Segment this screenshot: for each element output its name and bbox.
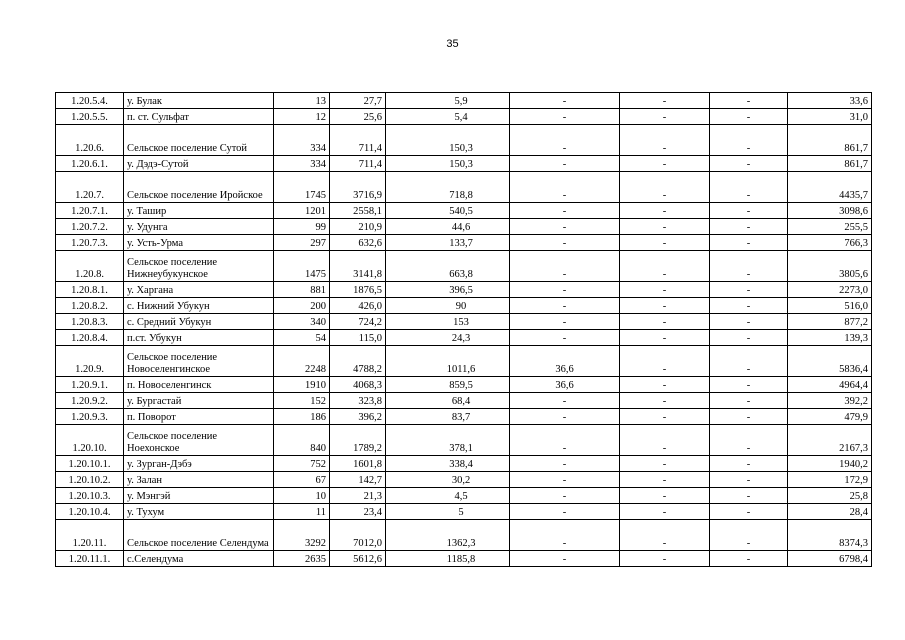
population-cell: 10: [274, 488, 330, 504]
table-row: [56, 93, 872, 109]
value-1-cell: 3716,9: [330, 172, 386, 203]
code-cell: 1.20.9.: [56, 346, 124, 377]
table-row: [56, 488, 872, 504]
value-2-cell: 5,9: [386, 93, 510, 109]
value-2-cell: 30,2: [386, 472, 510, 488]
name-cell: п. Новоселенгинск: [124, 377, 274, 393]
code-cell: 1.20.10.4.: [56, 504, 124, 520]
value-3-cell: 36,6: [510, 377, 620, 393]
value-1-cell: 21,3: [330, 488, 386, 504]
total-cell: 6798,4: [788, 551, 872, 567]
total-cell: 766,3: [788, 235, 872, 251]
value-1-cell: 7012,0: [330, 520, 386, 551]
value-5-cell: -: [710, 125, 788, 156]
population-cell: 297: [274, 235, 330, 251]
total-cell: 2273,0: [788, 282, 872, 298]
table-row: [56, 456, 872, 472]
value-4-cell: -: [620, 93, 710, 109]
code-cell: 1.20.10.: [56, 425, 124, 456]
value-3-cell: -: [510, 282, 620, 298]
population-cell: 3292: [274, 520, 330, 551]
value-1-cell: 3141,8: [330, 251, 386, 282]
code-cell: 1.20.5.4.: [56, 93, 124, 109]
value-4-cell: -: [620, 298, 710, 314]
value-1-cell: 724,2: [330, 314, 386, 330]
total-cell: 139,3: [788, 330, 872, 346]
population-cell: 1201: [274, 203, 330, 219]
value-4-cell: -: [620, 125, 710, 156]
value-4-cell: -: [620, 472, 710, 488]
total-cell: 5836,4: [788, 346, 872, 377]
value-5-cell: -: [710, 235, 788, 251]
name-cell: у. Усть-Урма: [124, 235, 274, 251]
name-cell: Сельское поселение Сутой: [124, 125, 274, 156]
name-cell: у. Мэнгэй: [124, 488, 274, 504]
value-5-cell: -: [710, 425, 788, 456]
population-cell: 99: [274, 219, 330, 235]
value-2-cell: 133,7: [386, 235, 510, 251]
table-row: [56, 203, 872, 219]
table-row: [56, 520, 872, 551]
value-2-cell: 24,3: [386, 330, 510, 346]
name-cell: у. Булак: [124, 93, 274, 109]
value-5-cell: -: [710, 330, 788, 346]
value-3-cell: -: [510, 520, 620, 551]
value-5-cell: -: [710, 219, 788, 235]
value-3-cell: 36,6: [510, 346, 620, 377]
code-cell: 1.20.8.3.: [56, 314, 124, 330]
population-cell: 2635: [274, 551, 330, 567]
code-cell: 1.20.8.1.: [56, 282, 124, 298]
value-2-cell: 338,4: [386, 456, 510, 472]
name-cell: п. ст. Сульфат: [124, 109, 274, 125]
population-cell: 2248: [274, 346, 330, 377]
value-2-cell: 150,3: [386, 125, 510, 156]
total-cell: 877,2: [788, 314, 872, 330]
code-cell: 1.20.6.1.: [56, 156, 124, 172]
value-2-cell: 378,1: [386, 425, 510, 456]
value-1-cell: 2558,1: [330, 203, 386, 219]
value-1-cell: 5612,6: [330, 551, 386, 567]
value-2-cell: 540,5: [386, 203, 510, 219]
value-2-cell: 5: [386, 504, 510, 520]
value-5-cell: -: [710, 109, 788, 125]
value-3-cell: -: [510, 156, 620, 172]
value-2-cell: 1011,6: [386, 346, 510, 377]
value-5-cell: -: [710, 156, 788, 172]
value-5-cell: -: [710, 520, 788, 551]
value-3-cell: -: [510, 172, 620, 203]
table-row: [56, 409, 872, 425]
name-cell: у. Тухум: [124, 504, 274, 520]
total-cell: 4964,4: [788, 377, 872, 393]
value-3-cell: -: [510, 456, 620, 472]
population-cell: 752: [274, 456, 330, 472]
code-cell: 1.20.7.: [56, 172, 124, 203]
value-4-cell: -: [620, 393, 710, 409]
name-cell: с. Нижний Убукун: [124, 298, 274, 314]
table-row: [56, 156, 872, 172]
value-2-cell: 153: [386, 314, 510, 330]
value-4-cell: -: [620, 504, 710, 520]
total-cell: 28,4: [788, 504, 872, 520]
value-1-cell: 1789,2: [330, 425, 386, 456]
value-3-cell: -: [510, 504, 620, 520]
code-cell: 1.20.7.1.: [56, 203, 124, 219]
value-2-cell: 859,5: [386, 377, 510, 393]
value-5-cell: -: [710, 314, 788, 330]
table-row: [56, 314, 872, 330]
value-1-cell: 632,6: [330, 235, 386, 251]
value-4-cell: -: [620, 156, 710, 172]
table-row: [56, 251, 872, 282]
value-2-cell: 4,5: [386, 488, 510, 504]
page-number: 35: [446, 38, 459, 50]
value-5-cell: -: [710, 251, 788, 282]
value-3-cell: -: [510, 298, 620, 314]
code-cell: 1.20.11.: [56, 520, 124, 551]
code-cell: 1.20.9.3.: [56, 409, 124, 425]
population-cell: 334: [274, 125, 330, 156]
table-row: [56, 330, 872, 346]
value-4-cell: -: [620, 109, 710, 125]
table-row: [56, 551, 872, 567]
value-5-cell: -: [710, 488, 788, 504]
name-cell: Сельское поселение Новоселенгинское: [124, 346, 274, 377]
table-row: [56, 219, 872, 235]
value-2-cell: 663,8: [386, 251, 510, 282]
name-cell: п.ст. Убукун: [124, 330, 274, 346]
population-cell: 186: [274, 409, 330, 425]
population-cell: 1745: [274, 172, 330, 203]
total-cell: 1940,2: [788, 456, 872, 472]
value-5-cell: -: [710, 409, 788, 425]
value-3-cell: -: [510, 235, 620, 251]
total-cell: 392,2: [788, 393, 872, 409]
code-cell: 1.20.8.2.: [56, 298, 124, 314]
value-4-cell: -: [620, 282, 710, 298]
total-cell: 479,9: [788, 409, 872, 425]
value-4-cell: -: [620, 314, 710, 330]
population-cell: 1475: [274, 251, 330, 282]
code-cell: 1.20.10.1.: [56, 456, 124, 472]
value-4-cell: -: [620, 203, 710, 219]
value-2-cell: 1362,3: [386, 520, 510, 551]
value-5-cell: -: [710, 298, 788, 314]
value-5-cell: -: [710, 551, 788, 567]
name-cell: Сельское поселение Иройское: [124, 172, 274, 203]
value-4-cell: -: [620, 456, 710, 472]
population-cell: 67: [274, 472, 330, 488]
value-1-cell: 210,9: [330, 219, 386, 235]
name-cell: у. Удунга: [124, 219, 274, 235]
code-cell: 1.20.6.: [56, 125, 124, 156]
value-2-cell: 150,3: [386, 156, 510, 172]
value-1-cell: 4068,3: [330, 377, 386, 393]
total-cell: 861,7: [788, 156, 872, 172]
code-cell: 1.20.7.2.: [56, 219, 124, 235]
total-cell: 31,0: [788, 109, 872, 125]
value-1-cell: 711,4: [330, 125, 386, 156]
code-cell: 1.20.11.1.: [56, 551, 124, 567]
total-cell: 861,7: [788, 125, 872, 156]
population-cell: 54: [274, 330, 330, 346]
value-4-cell: -: [620, 377, 710, 393]
population-cell: 840: [274, 425, 330, 456]
value-1-cell: 115,0: [330, 330, 386, 346]
value-1-cell: 25,6: [330, 109, 386, 125]
table-row: [56, 393, 872, 409]
value-1-cell: 323,8: [330, 393, 386, 409]
value-4-cell: -: [620, 346, 710, 377]
value-3-cell: -: [510, 109, 620, 125]
code-cell: 1.20.8.4.: [56, 330, 124, 346]
value-4-cell: -: [620, 409, 710, 425]
code-cell: 1.20.7.3.: [56, 235, 124, 251]
value-5-cell: -: [710, 172, 788, 203]
name-cell: у. Залан: [124, 472, 274, 488]
total-cell: 255,5: [788, 219, 872, 235]
total-cell: 33,6: [788, 93, 872, 109]
population-cell: 152: [274, 393, 330, 409]
population-cell: 13: [274, 93, 330, 109]
total-cell: 2167,3: [788, 425, 872, 456]
population-cell: 1910: [274, 377, 330, 393]
table-row: [56, 425, 872, 456]
name-cell: у. Зурган-Дэбэ: [124, 456, 274, 472]
value-3-cell: -: [510, 219, 620, 235]
value-3-cell: -: [510, 93, 620, 109]
value-4-cell: -: [620, 235, 710, 251]
code-cell: 1.20.10.3.: [56, 488, 124, 504]
value-2-cell: 44,6: [386, 219, 510, 235]
name-cell: у. Ташир: [124, 203, 274, 219]
value-2-cell: 718,8: [386, 172, 510, 203]
value-4-cell: -: [620, 425, 710, 456]
value-1-cell: 1601,8: [330, 456, 386, 472]
value-4-cell: -: [620, 330, 710, 346]
value-1-cell: 426,0: [330, 298, 386, 314]
total-cell: 3805,6: [788, 251, 872, 282]
name-cell: с.Селендума: [124, 551, 274, 567]
code-cell: 1.20.9.1.: [56, 377, 124, 393]
value-3-cell: -: [510, 551, 620, 567]
name-cell: с. Средний Убукун: [124, 314, 274, 330]
value-3-cell: -: [510, 425, 620, 456]
name-cell: у. Харгана: [124, 282, 274, 298]
value-5-cell: -: [710, 456, 788, 472]
value-3-cell: -: [510, 314, 620, 330]
population-cell: 881: [274, 282, 330, 298]
value-3-cell: -: [510, 251, 620, 282]
total-cell: 25,8: [788, 488, 872, 504]
value-3-cell: -: [510, 488, 620, 504]
value-1-cell: 27,7: [330, 93, 386, 109]
value-5-cell: -: [710, 377, 788, 393]
value-4-cell: -: [620, 172, 710, 203]
value-2-cell: 90: [386, 298, 510, 314]
table-row: [56, 172, 872, 203]
value-5-cell: -: [710, 504, 788, 520]
value-5-cell: -: [710, 203, 788, 219]
population-cell: 334: [274, 156, 330, 172]
table-row: [56, 235, 872, 251]
value-5-cell: -: [710, 393, 788, 409]
value-2-cell: 396,5: [386, 282, 510, 298]
value-2-cell: 1185,8: [386, 551, 510, 567]
value-4-cell: -: [620, 251, 710, 282]
name-cell: п. Поворот: [124, 409, 274, 425]
population-cell: 11: [274, 504, 330, 520]
total-cell: 3098,6: [788, 203, 872, 219]
name-cell: у. Бургастай: [124, 393, 274, 409]
value-3-cell: -: [510, 409, 620, 425]
total-cell: 4435,7: [788, 172, 872, 203]
value-4-cell: -: [620, 520, 710, 551]
name-cell: Сельское поселение Ноехонское: [124, 425, 274, 456]
table-body: [56, 93, 872, 567]
value-3-cell: -: [510, 203, 620, 219]
table-row: [56, 125, 872, 156]
name-cell: Сельское поселение Селендума: [124, 520, 274, 551]
settlements-table: [55, 92, 872, 567]
value-2-cell: 68,4: [386, 393, 510, 409]
name-cell: у. Дэдэ-Сутой: [124, 156, 274, 172]
value-4-cell: -: [620, 488, 710, 504]
table-row: [56, 109, 872, 125]
table-row: [56, 472, 872, 488]
name-cell: Сельское поселение Нижнеубукунское: [124, 251, 274, 282]
value-1-cell: 23,4: [330, 504, 386, 520]
value-2-cell: 83,7: [386, 409, 510, 425]
value-3-cell: -: [510, 393, 620, 409]
table-row: [56, 282, 872, 298]
value-4-cell: -: [620, 551, 710, 567]
table-row: [56, 377, 872, 393]
value-1-cell: 4788,2: [330, 346, 386, 377]
value-3-cell: -: [510, 330, 620, 346]
value-4-cell: -: [620, 219, 710, 235]
total-cell: 172,9: [788, 472, 872, 488]
value-5-cell: -: [710, 93, 788, 109]
value-1-cell: 1876,5: [330, 282, 386, 298]
value-5-cell: -: [710, 472, 788, 488]
table-row: [56, 298, 872, 314]
value-1-cell: 711,4: [330, 156, 386, 172]
code-cell: 1.20.9.2.: [56, 393, 124, 409]
value-1-cell: 142,7: [330, 472, 386, 488]
value-1-cell: 396,2: [330, 409, 386, 425]
value-3-cell: -: [510, 472, 620, 488]
total-cell: 516,0: [788, 298, 872, 314]
table-row: [56, 346, 872, 377]
table-row: [56, 504, 872, 520]
value-3-cell: -: [510, 125, 620, 156]
code-cell: 1.20.5.5.: [56, 109, 124, 125]
value-2-cell: 5,4: [386, 109, 510, 125]
total-cell: 8374,3: [788, 520, 872, 551]
code-cell: 1.20.8.: [56, 251, 124, 282]
population-cell: 340: [274, 314, 330, 330]
value-5-cell: -: [710, 282, 788, 298]
population-cell: 200: [274, 298, 330, 314]
code-cell: 1.20.10.2.: [56, 472, 124, 488]
population-cell: 12: [274, 109, 330, 125]
value-5-cell: -: [710, 346, 788, 377]
